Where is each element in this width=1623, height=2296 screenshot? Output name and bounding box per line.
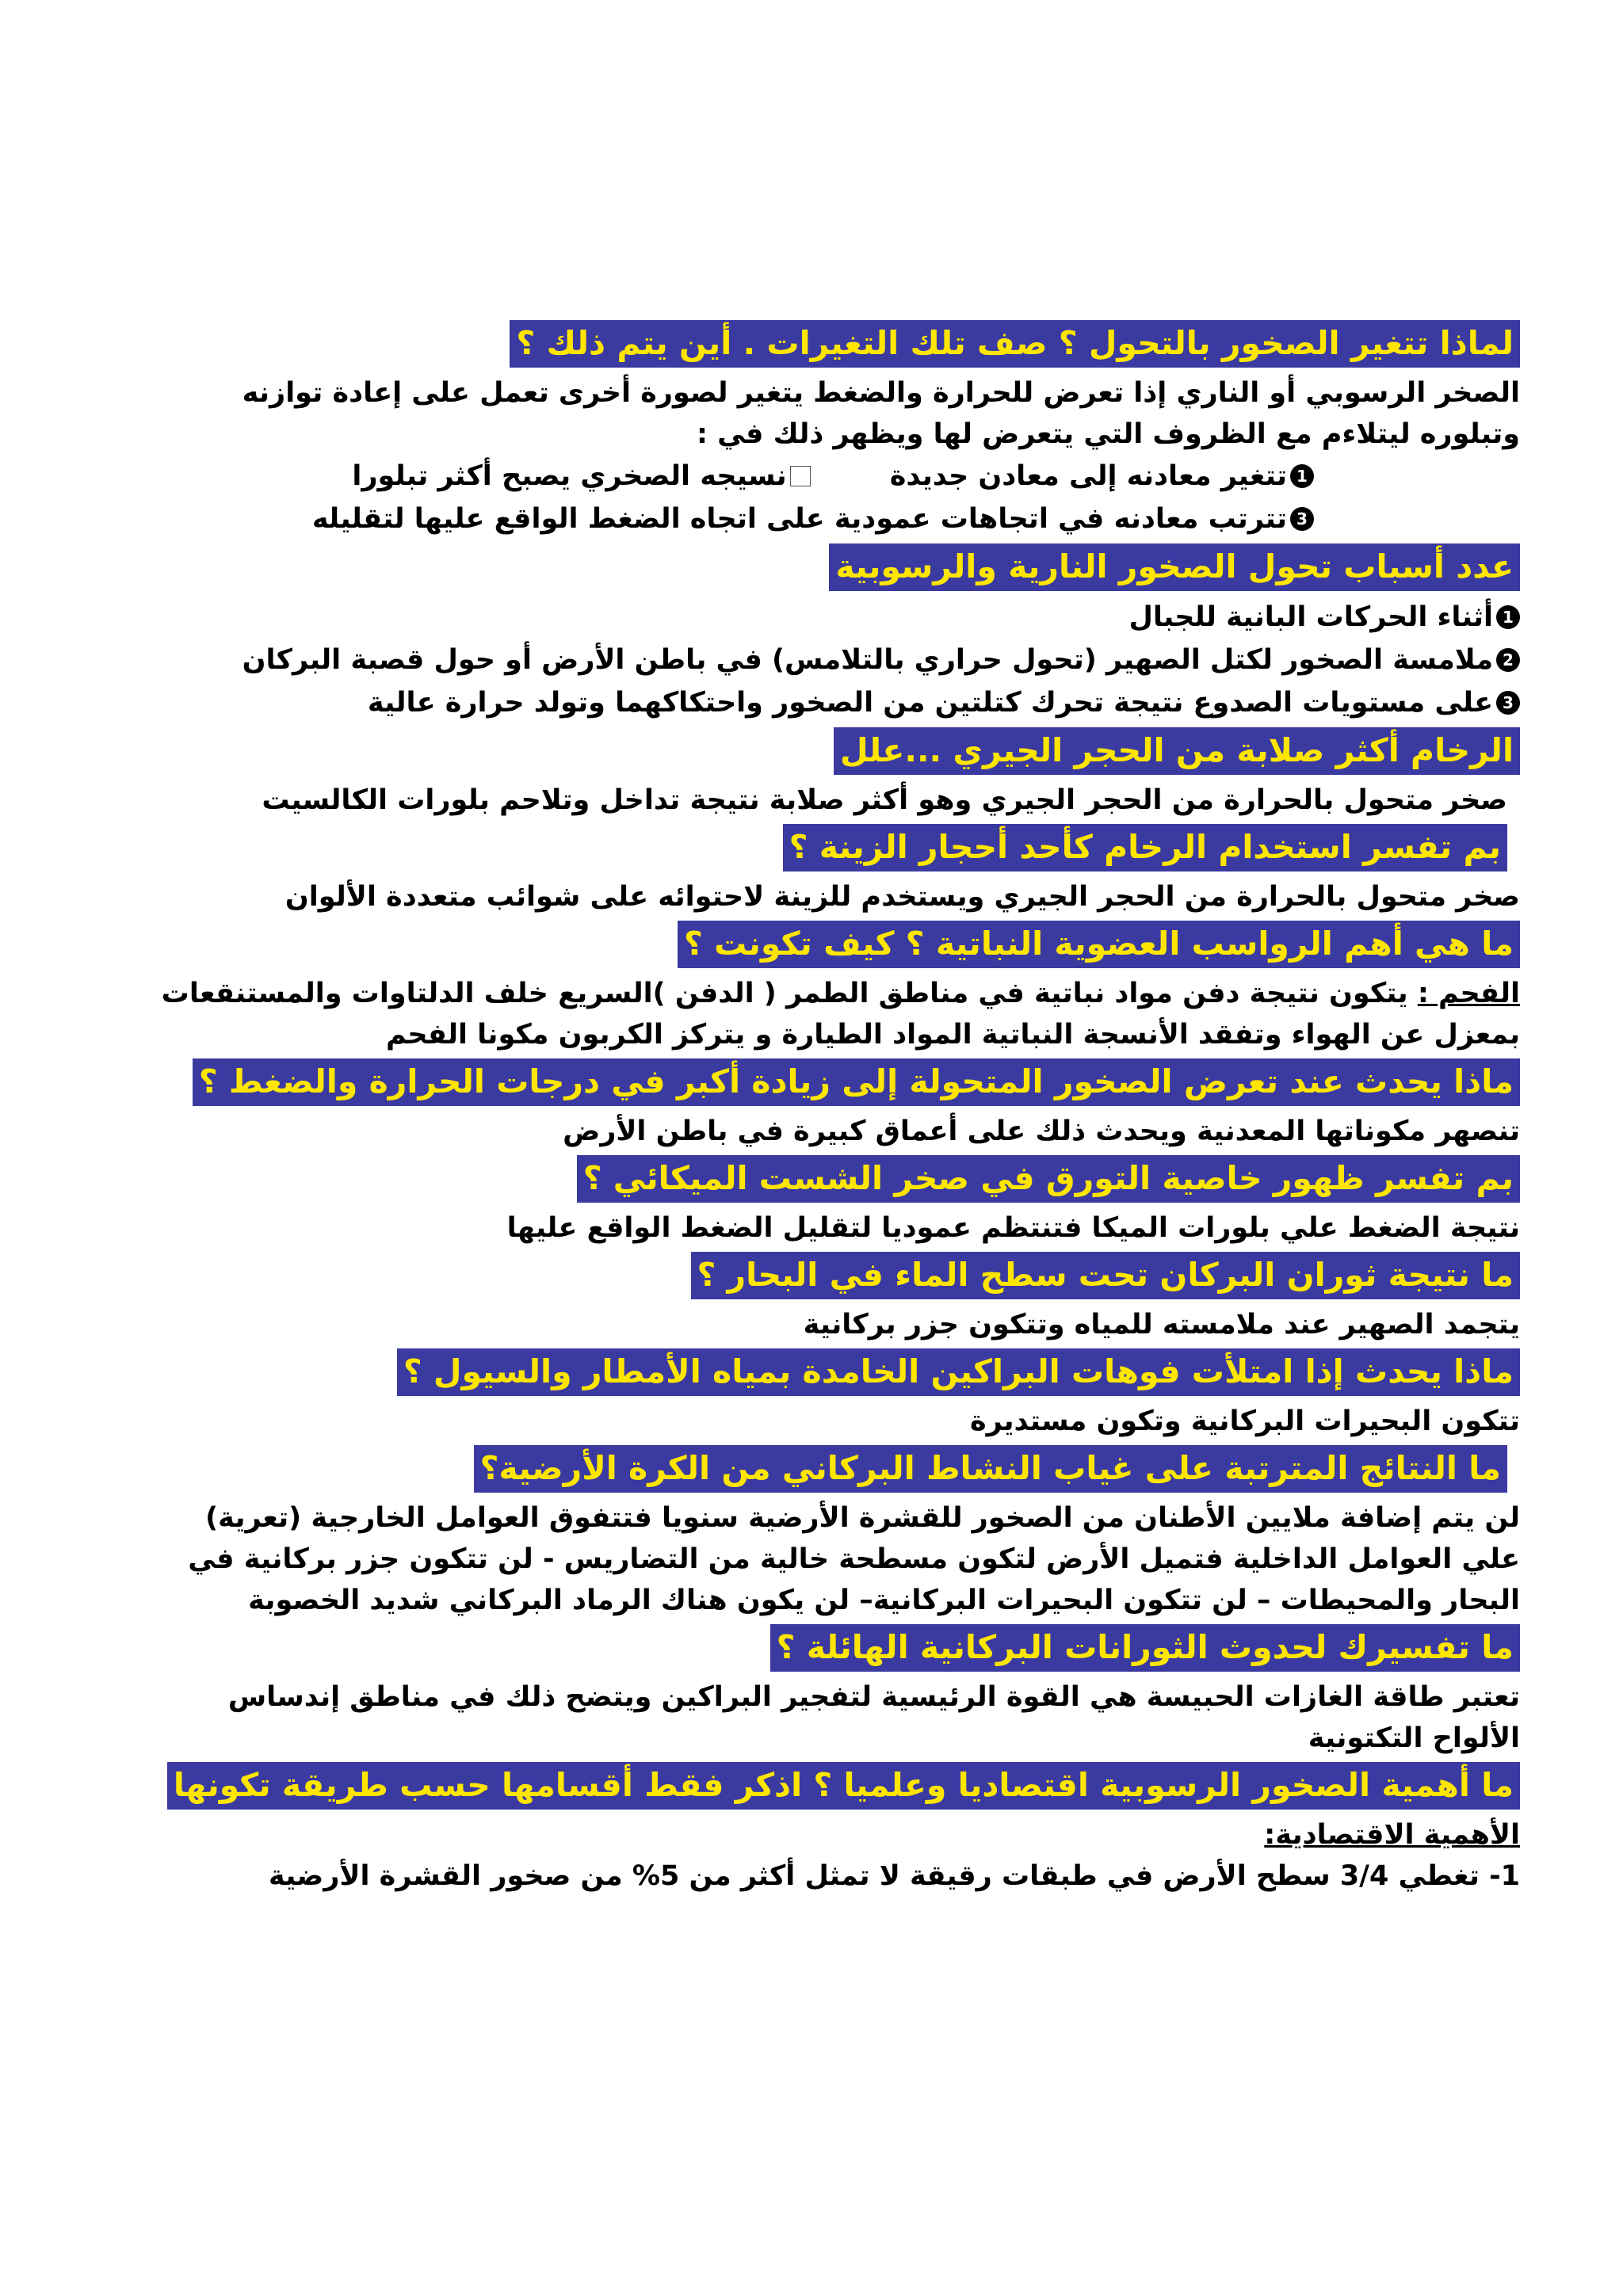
question-heading: ما تفسيرك لحدوث الثورانات البركانية الهائلة ؟: [770, 1624, 1520, 1672]
question-heading: ما أهمية الصخور الرسوبية اقتصاديا وعلميا ؟ اذكر فقط أقسامها حسب طريقة تكونها: [167, 1762, 1520, 1810]
point-text: أثناء الحركات البانية للجبال: [1128, 601, 1493, 633]
number-bullet: 1: [1496, 605, 1520, 629]
answer-line: نتيجة الضغط علي بلورات الميكا فتنتظم عموديا لتقليل الضغط الواقع عليها: [506, 1212, 1520, 1244]
question-heading: عدد أسباب تحول الصخور النارية والرسوبية: [829, 543, 1520, 591]
numbered-point: [158, 639, 1520, 681]
checkbox-square-icon: [790, 466, 811, 486]
answer-line: علي العوامل الداخلية فتميل الأرض لتكون مسطحة خالية من التضاريس - لن تتكون جزر بركانية في: [188, 1543, 1520, 1575]
point-text: تترتب معادنه في اتجاهات عمودية على اتجاه الضغط الواقع عليها لتقليله: [311, 503, 1287, 535]
point-text: ملامسة الصخور لكتل الصهير (تحول حراري بالتلامس) في باطن الأرض أو حول قصبة البركان: [242, 644, 1493, 676]
answer-line: 1- تغطي 3/4 سطح الأرض في طبقات رقيقة لا تمثل أكثر من 5% من صخور القشرة الأرضية: [268, 1860, 1520, 1892]
answer-line: بمعزل عن الهواء وتفقد الأنسجة النباتية المواد الطيارة و يتركز الكربون مكونا الفحم: [385, 1019, 1520, 1051]
question-heading: ما النتائج المترتبة على غياب النشاط البركاني من الكرة الأرضية؟: [474, 1445, 1507, 1493]
answer-line: الصخر الرسوبي أو الناري إذا تعرض للحرارة والضغط يتغير لصورة أخرى تعمل على إعادة توازنه: [242, 377, 1520, 409]
number-bullet: 3: [1290, 507, 1314, 531]
numbered-point: [158, 596, 1520, 639]
answer-line: البحار والمحيطات – لن تتكون البحيرات البركانية– لن يكون هناك الرماد البركاني شديد الخصوبة: [248, 1585, 1520, 1616]
answer-line: الألواح التكتونية: [1308, 1722, 1520, 1754]
answer-line: صخر متحول بالحرارة من الحجر الجيري ويستخدم للزينة لاحتوائه على شوائب متعددة الألوان: [285, 881, 1520, 913]
document-page: [158, 317, 1520, 1897]
numbered-point: [158, 498, 1520, 540]
answer-line: يتجمد الصهير عند ملامسته للمياه وتتكون جزر بركانية: [803, 1309, 1520, 1341]
question-heading: ماذا يحدث عند تعرض الصخور المتحولة إلى زيادة أكبر في درجات الحرارة والضغط ؟: [193, 1058, 1520, 1106]
question-heading: بم تفسر ظهور خاصية التورق في صخر الشست الميكائي ؟: [577, 1155, 1520, 1203]
answer-line: تتكون البحيرات البركانية وتكون مستديرة: [969, 1405, 1520, 1437]
point-text: نسيجه الصخري يصبح أكثر تبلورا: [352, 460, 787, 492]
point-text: تتغير معادنه إلى معادن جديدة: [889, 460, 1287, 492]
answer-line: لن يتم إضافة ملايين الأطنان من الصخور للقشرة الأرضية سنويا فتتفوق العوامل الخارجية (تعرية): [205, 1502, 1520, 1534]
answer-line: وتبلوره ليتلاءم مع الظروف التي يتعرض لها ويظهر ذلك في :: [696, 418, 1520, 450]
numbered-point: [158, 681, 1520, 724]
answer-label: الأهمية الاقتصادية:: [1264, 1819, 1520, 1851]
answer-line: تنصهر مكوناتها المعدنية ويحدث ذلك على أعماق كبيرة في باطن الأرض: [563, 1116, 1520, 1147]
answer-text: يتكون نتيجة دفن مواد نباتية في مناطق الطمر ( الدفن )السريع خلف الدلتاوات والمستنقعات: [161, 978, 1408, 1009]
number-bullet: 1: [1290, 464, 1314, 488]
answer-line: [158, 973, 1520, 1014]
question-heading: الرخام أكثر صلابة من الحجر الجيري ...علل: [834, 727, 1520, 775]
question-heading: ما هي أهم الرواسب العضوية النباتية ؟ كيف تكونت ؟: [678, 921, 1520, 968]
answer-line: تعتبر طاقة الغازات الحبيسة هي القوة الرئيسية لتفجير البراكين ويتضح ذلك في مناطق إندساس: [227, 1681, 1520, 1713]
question-heading: لماذا تتغير الصخور بالتحول ؟ صف تلك التغيرات . أين يتم ذلك ؟: [510, 320, 1520, 368]
number-bullet: 3: [1496, 691, 1520, 715]
point-text: على مستويات الصدوع نتيجة تحرك كتلتين من الصخور واحتكاكهما وتولد حرارة عالية: [367, 687, 1493, 719]
numbered-point: [158, 455, 1520, 498]
answer-label: الفحم :: [1417, 978, 1520, 1009]
number-bullet: 2: [1496, 648, 1520, 672]
question-heading: ما نتيجة ثوران البركان تحت سطح الماء في البحار ؟: [691, 1252, 1521, 1299]
question-heading: ماذا يحدث إذا امتلأت فوهات البراكين الخامدة بمياه الأمطار والسيول ؟: [397, 1348, 1520, 1396]
question-heading: بم تفسر استخدام الرخام كأحد أحجار الزينة ؟: [783, 824, 1507, 871]
answer-line: صخر متحول بالحرارة من الحجر الجيري وهو أكثر صلابة نتيجة تداخل وتلاحم بلورات الكالسيت: [262, 784, 1507, 816]
